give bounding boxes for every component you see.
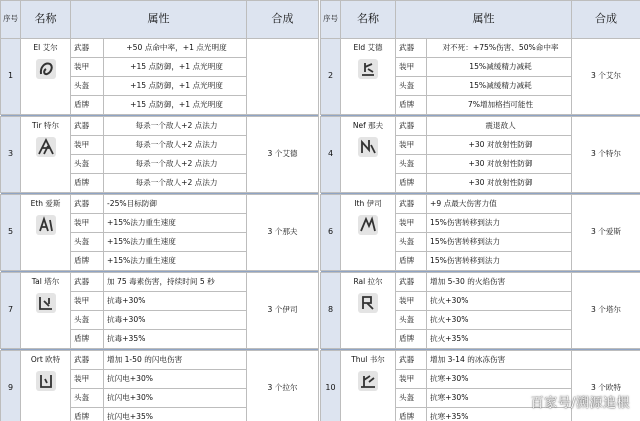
rune-name: Tal 塔尔 — [31, 277, 60, 286]
rune-row-ith — [321, 195, 640, 214]
rune-row-ort — [1, 351, 319, 370]
prop-value: 15%伤害转移到法力 — [427, 214, 572, 233]
prop-value: 抗寒+35% — [427, 408, 572, 421]
prop-value: 抗火+35% — [427, 330, 572, 349]
slot-label: 盾牌 — [71, 96, 104, 115]
slot-label: 武器 — [71, 273, 104, 292]
prop-value: 每杀一个敌人+2 点法力 — [104, 136, 247, 155]
prop-value: +15%法力重生速度 — [104, 233, 247, 252]
rune-name-cell — [21, 273, 71, 349]
rune-name-cell — [21, 351, 71, 421]
prop-value: 抗毒+35% — [104, 330, 247, 349]
combine-cell: 3 个艾德 — [247, 117, 319, 193]
watermark: 百家号/溯源追根 — [530, 396, 630, 411]
slot-label: 盾牌 — [71, 408, 104, 421]
prop-value: 增加 3-14 的冰冻伤害 — [427, 351, 572, 370]
prop-value: +15 点防御，+1 点光明度 — [104, 96, 247, 115]
slot-label: 装甲 — [396, 292, 427, 311]
combine-cell: 3 个那夫 — [247, 195, 319, 271]
slot-label: 装甲 — [71, 58, 104, 77]
prop-value: 抗闪电+30% — [104, 389, 247, 408]
prop-value: 抗火+30% — [427, 292, 572, 311]
slot-label: 盾牌 — [396, 96, 427, 115]
slot-label: 装甲 — [396, 136, 427, 155]
combine-cell: 3 个艾尔 — [572, 39, 640, 115]
prop-value: 增加 5-30 的火焰伤害 — [427, 273, 572, 292]
rune-ral-icon — [357, 292, 379, 314]
slot-label: 武器 — [396, 273, 427, 292]
rune-name-cell — [341, 351, 396, 421]
slot-label: 头盔 — [396, 311, 427, 330]
slot-label: 装甲 — [71, 136, 104, 155]
slot-label: 装甲 — [396, 58, 427, 77]
slot-label: 武器 — [396, 351, 427, 370]
prop-value: +30 对放射性防御 — [427, 136, 572, 155]
rune-name: Eth 爱斯 — [30, 199, 61, 208]
prop-value: 增加 1-50 的闪电伤害 — [104, 351, 247, 370]
prop-value: 每杀一个敌人+2 点法力 — [104, 155, 247, 174]
prop-value: +30 对放射性防御 — [427, 155, 572, 174]
prop-value: +15 点防御，+1 点光明度 — [104, 77, 247, 96]
rune-name: Ort 欧特 — [30, 355, 61, 364]
combine-cell: 3 个欧特 — [572, 351, 640, 421]
rune-eth-icon — [35, 214, 57, 236]
header-combine: 合成 — [572, 1, 640, 39]
slot-label: 装甲 — [71, 214, 104, 233]
rune-table-left — [0, 0, 319, 421]
prop-value: 每杀一个敌人+2 点法力 — [104, 117, 247, 136]
rune-index: 5 — [1, 195, 21, 271]
rune-index: 4 — [321, 117, 341, 193]
combine-cell — [247, 39, 319, 115]
slot-label: 头盔 — [396, 77, 427, 96]
slot-label: 武器 — [396, 39, 427, 58]
rune-name: Thul 书尔 — [351, 355, 385, 364]
rune-eld-icon — [357, 58, 379, 80]
prop-value: 抗寒+30% — [427, 389, 572, 408]
slot-label: 头盔 — [71, 311, 104, 330]
header-name: 名称 — [21, 1, 71, 39]
combine-cell: 3 个特尔 — [572, 117, 640, 193]
prop-value: 加 75 毒素伤害，持续时间 5 秒 — [104, 273, 247, 292]
rune-row-nef — [321, 117, 640, 136]
rune-index: 10 — [321, 351, 341, 421]
slot-label: 装甲 — [71, 292, 104, 311]
prop-value: 15%伤害转移到法力 — [427, 252, 572, 271]
header-row — [1, 1, 319, 39]
prop-value: 15%伤害转移到法力 — [427, 233, 572, 252]
rune-index: 7 — [1, 273, 21, 349]
prop-value: 震退敌人 — [427, 117, 572, 136]
rune-index: 1 — [1, 39, 21, 115]
rune-name: Ith 伊司 — [354, 199, 382, 208]
slot-label: 盾牌 — [396, 408, 427, 421]
slot-label: 头盔 — [396, 389, 427, 408]
rune-name-cell — [21, 39, 71, 115]
slot-label: 头盔 — [71, 155, 104, 174]
rune-index: 8 — [321, 273, 341, 349]
slot-label: 头盔 — [71, 389, 104, 408]
prop-value: 抗毒+30% — [104, 292, 247, 311]
rune-name-cell — [341, 195, 396, 271]
prop-value: 抗寒+30% — [427, 370, 572, 389]
slot-label: 盾牌 — [71, 174, 104, 193]
slot-label: 头盔 — [396, 155, 427, 174]
rune-name-cell — [21, 117, 71, 193]
slot-label: 装甲 — [71, 370, 104, 389]
slot-label: 武器 — [71, 39, 104, 58]
header-index-text: 序号 — [323, 14, 338, 24]
slot-label: 武器 — [71, 117, 104, 136]
header-index — [1, 1, 21, 39]
rune-index: 3 — [1, 117, 21, 193]
rune-row-ral — [321, 273, 640, 292]
rune-row-thul — [321, 351, 640, 370]
rune-name: Ral 拉尔 — [353, 277, 383, 286]
slot-label: 武器 — [396, 117, 427, 136]
prop-value: +15%法力重生速度 — [104, 252, 247, 271]
rune-table-right — [320, 0, 640, 421]
header-name: 名称 — [341, 1, 396, 39]
prop-value: 抗毒+30% — [104, 311, 247, 330]
header-combine: 合成 — [247, 1, 319, 39]
slot-label: 头盔 — [71, 233, 104, 252]
prop-value: +15%法力重生速度 — [104, 214, 247, 233]
slot-label: 盾牌 — [396, 252, 427, 271]
prop-value: 抗闪电+30% — [104, 370, 247, 389]
header-attr: 属性 — [396, 1, 572, 39]
prop-value: 15%减缓精力减耗 — [427, 77, 572, 96]
rune-name-cell — [341, 39, 396, 115]
slot-label: 盾牌 — [71, 252, 104, 271]
slot-label: 盾牌 — [396, 330, 427, 349]
slot-label: 装甲 — [396, 370, 427, 389]
column-divider — [318, 0, 319, 421]
combine-cell: 3 个塔尔 — [572, 273, 640, 349]
slot-label: 装甲 — [396, 214, 427, 233]
rune-name-cell — [21, 195, 71, 271]
rune-index: 6 — [321, 195, 341, 271]
slot-label: 武器 — [71, 351, 104, 370]
rune-row-tal — [1, 273, 319, 292]
rune-name-cell — [341, 273, 396, 349]
prop-value: +30 对放射性防御 — [427, 174, 572, 193]
slot-label: 盾牌 — [71, 330, 104, 349]
slot-label: 头盔 — [71, 77, 104, 96]
rune-name-cell — [341, 117, 396, 193]
prop-value: 抗闪电+35% — [104, 408, 247, 421]
prop-value: 抗火+30% — [427, 311, 572, 330]
rune-name: El 艾尔 — [33, 43, 58, 52]
rune-ort-icon — [35, 370, 57, 392]
header-attr: 属性 — [71, 1, 247, 39]
rune-tal-icon — [35, 292, 57, 314]
header-index-text: 序号 — [3, 14, 18, 24]
rune-row-tir — [1, 117, 319, 136]
rune-name: Tir 特尔 — [32, 121, 59, 130]
rune-el-icon — [35, 58, 57, 80]
rune-ith-icon — [357, 214, 379, 236]
slot-label: 武器 — [396, 195, 427, 214]
slot-label: 头盔 — [396, 233, 427, 252]
rune-row-eth — [1, 195, 319, 214]
prop-value: 对不死：+75%伤害、50%命中率 — [427, 39, 572, 58]
rune-name: Nef 那夫 — [352, 121, 384, 130]
prop-value: 15%减缓精力减耗 — [427, 58, 572, 77]
slot-label: 武器 — [71, 195, 104, 214]
combine-cell: 3 个爱斯 — [572, 195, 640, 271]
prop-value: -25%目标防御 — [104, 195, 247, 214]
rune-thul-icon — [357, 370, 379, 392]
rune-index: 9 — [1, 351, 21, 421]
combine-cell: 3 个拉尔 — [247, 351, 319, 421]
rune-index: 2 — [321, 39, 341, 115]
rune-row-eld — [321, 39, 640, 58]
prop-value: 每杀一个敌人+2 点法力 — [104, 174, 247, 193]
prop-value: +50 点命中率，+1 点光明度 — [104, 39, 247, 58]
header-row — [321, 1, 640, 39]
header-index — [321, 1, 341, 39]
rune-row-el — [1, 39, 319, 58]
prop-value: +15 点防御，+1 点光明度 — [104, 58, 247, 77]
rune-nef-icon — [357, 136, 379, 158]
rune-name: Eld 艾德 — [353, 43, 383, 52]
combine-cell: 3 个伊司 — [247, 273, 319, 349]
prop-value: +9 点最大伤害力值 — [427, 195, 572, 214]
rune-tir-icon — [35, 136, 57, 158]
prop-value: 7%增加格挡可能性 — [427, 96, 572, 115]
slot-label: 盾牌 — [396, 174, 427, 193]
